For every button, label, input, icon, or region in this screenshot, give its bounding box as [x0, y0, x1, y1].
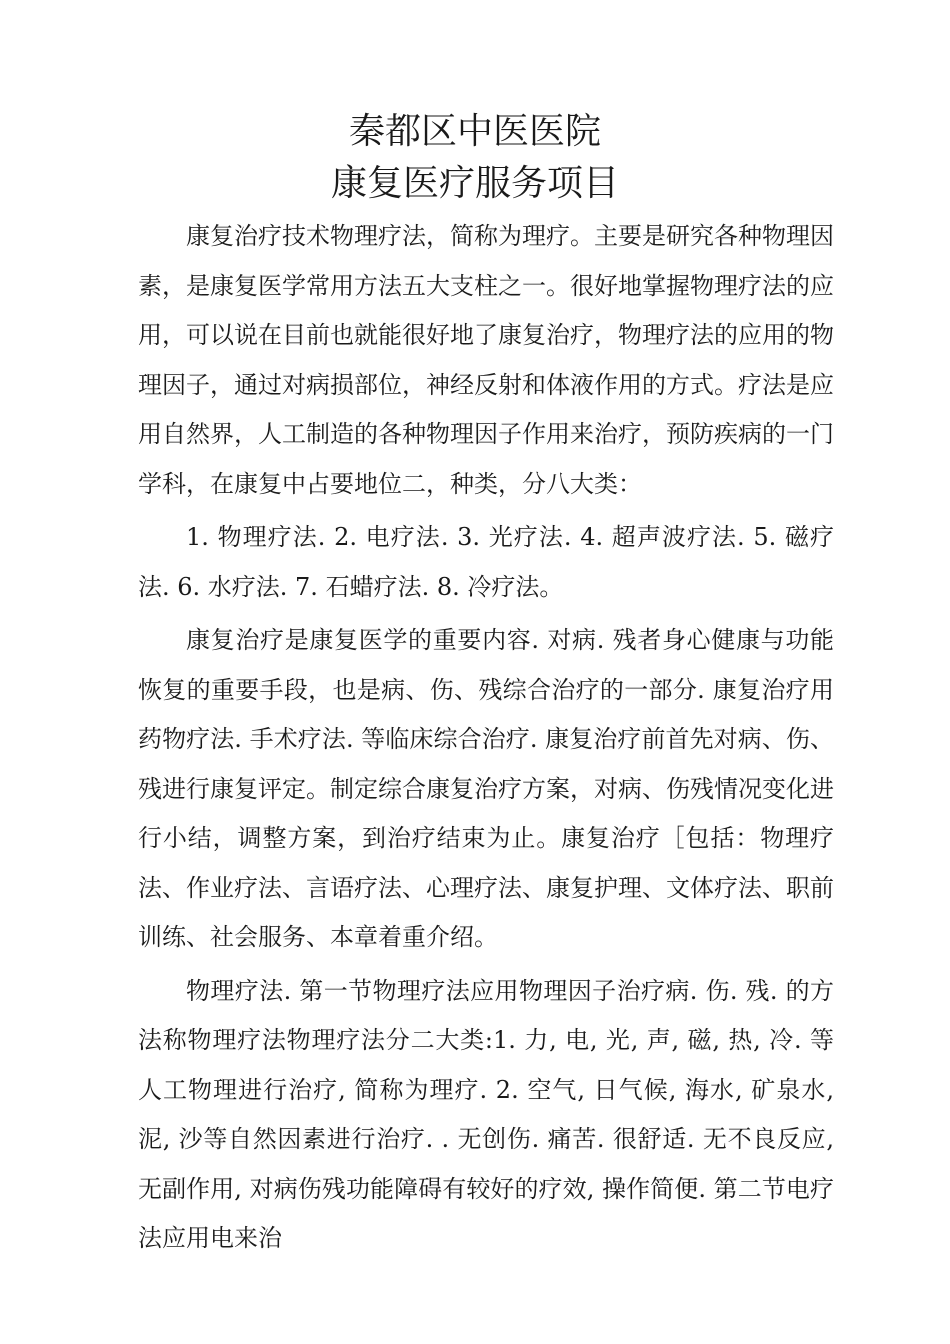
paragraph-rehab-treatment: 康复治疗是康复医学的重要内容. 对病. 残者身心健康与功能恢复的重要手段，也是病、伤、残综合治疗的一部分. 康复治疗用药物疗法. 手术疗法. 等临床综合治疗. 康复治疗前首先对病、伤、残进行康复评定。制定综合康复治疗方案，对病、伤残情况变化进行小结，调整方案，到治疗结束为止。康复治疗［包括：物理疗法、作业疗法、言语疗法、心理疗法、康复护理、文体疗法、职前训练、社会服务、本章着重介绍。: [138, 626, 834, 951]
document-body: [138, 212, 834, 1264]
paragraph-physical-therapy: 物理疗法. 第一节物理疗法应用物理因子治疗病. 伤. 残. 的方法称物理疗法物理疗法分二大类:1. 力, 电, 光, 声, 磁, 热, 冷. 等人工物理进行治疗, 简称为理疗. 2. 空气, 日气候, 海水, 矿泉水, 泥, 沙等自然因素进行治疗. . 无创伤. 痛苦. 很舒适. 无不良反应, 无副作用, 对病伤残功能障碍有较好的疗效, 操作简便. 第二节电疗法应用电来治: [138, 976, 834, 1252]
document-title: 康复医疗服务项目: [330, 163, 619, 204]
paragraph-therapy-list: 1. 物理疗法. 2. 电疗法. 3. 光疗法. 4. 超声波疗法. 5. 磁疗法. 6. 水疗法. 7. 石蜡疗法. 8. 冷疗法。: [138, 523, 834, 601]
hospital-title: 秦都区中医医院: [348, 111, 601, 152]
paragraph-intro: 康复治疗技术物理疗法，简称为理疗。主要是研究各种物理因素，是康复医学常用方法五大支柱之一。很好地掌握物理疗法的应用，可以说在目前也就能很好地了康复治疗，物理疗法的应用的物理因子，通过对病损部位，神经反射和体液作用的方式。疗法是应用自然界，人工制造的各种物理因子作用来治疗，预防疾病的一门学科，在康复中占要地位二，种类，分八大类：: [138, 222, 834, 498]
